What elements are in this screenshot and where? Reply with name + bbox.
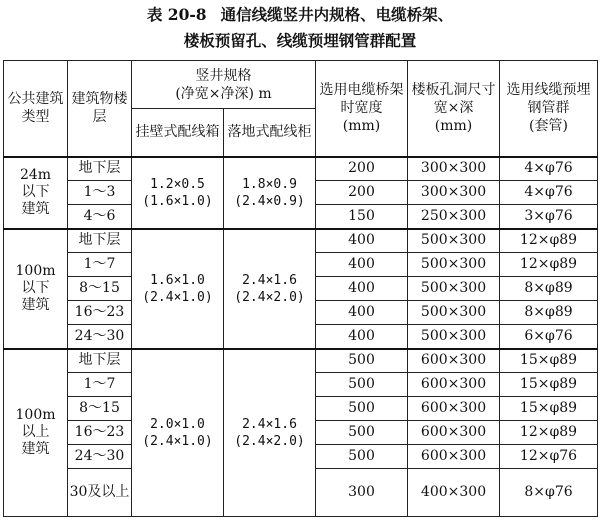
pipes-cell: 8×φ89 [500,277,598,301]
pipes-cell: 15×φ89 [500,397,598,421]
header-shaft-unit: (净宽×净深) m [175,85,272,102]
group-type-100m-above [4,349,68,517]
floor-cell: 16～23 [68,421,132,445]
tray-cell: 500 [316,397,408,421]
hole-cell: 500×300 [408,229,500,253]
wall-box-size-alt: (2.4×1.0) [142,433,213,449]
table-number: 表 20-8 [146,5,207,24]
header-floor-cabinet: 落地式配线柜 [224,109,316,157]
group-type-24m-below [4,157,68,229]
floor-cell: 地下层 [68,229,132,253]
floor-cabinet-size-alt: (2.4×2.0) [234,289,305,305]
table-caption [0,2,600,54]
wall-box-size: 1.2×0.5 [150,176,205,192]
hole-cell: 300×300 [408,157,500,181]
caption-line-2: 楼板预留孔、线缆预埋钢管群配置 [183,31,417,50]
tray-cell: 400 [316,277,408,301]
floor-cell: 地下层 [68,157,132,181]
floor-cabinet-size-alt: (2.4×0.9) [234,193,305,209]
tray-cell: 300 [316,469,408,517]
group-type-line: 建筑 [21,441,50,458]
hole-cell: 500×300 [408,277,500,301]
floor-cell: 8～15 [68,277,132,301]
pipes-cell: 4×φ76 [500,181,598,205]
header-pipes [500,61,598,157]
floor-cell: 4～6 [68,205,132,229]
hole-cell: 500×300 [408,301,500,325]
tray-cell: 200 [316,181,408,205]
header-hole-unit: (mm) [434,118,473,135]
wall-box-cell [132,349,224,517]
floor-cabinet-cell [224,229,316,349]
spec-table [3,60,598,517]
floor-cell: 8～15 [68,397,132,421]
group-type-line: 100m [15,263,56,279]
group-type-line: 建筑 [21,201,50,217]
group-type-100m-below [4,229,68,349]
floor-cabinet-size: 2.4×1.6 [242,416,297,432]
group-type-line: 以下 [21,184,50,200]
header-tray-width [316,61,408,157]
floor-cabinet-size-alt: (2.4×2.0) [234,433,305,449]
pipes-cell: 6×φ76 [500,325,598,349]
group-type-line: 100m [15,407,56,424]
floor-cabinet-cell [224,157,316,229]
caption-line-1 [0,2,600,28]
tray-cell: 400 [316,325,408,349]
tray-cell: 200 [316,157,408,181]
header-pipes-unit: (套管) [529,118,568,135]
pipes-cell: 12×φ89 [500,421,598,445]
floor-cabinet-size: 2.4×1.6 [242,272,297,288]
hole-cell: 600×300 [408,397,500,421]
wall-box-size-alt: (2.4×1.0) [142,289,213,305]
hole-cell: 250×300 [408,205,500,229]
hole-cell: 500×300 [408,325,500,349]
wall-box-size: 1.6×1.0 [150,272,205,288]
caption-title-1: 通信线缆竖井内规格、电缆桥架、 [220,5,454,24]
wall-box-cell [132,229,224,349]
header-tray-width-unit: (mm) [342,118,381,135]
pipes-cell: 15×φ89 [500,349,598,373]
tray-cell: 400 [316,301,408,325]
header-tray-width-title: 选用电缆桥架时宽度 [319,82,404,117]
header-floor: 建筑物楼层 [68,61,132,157]
floor-cell: 30及以上 [68,469,132,517]
floor-cell: 1～3 [68,181,132,205]
floor-cell: 地下层 [68,349,132,373]
floor-cabinet-size: 1.8×0.9 [242,176,297,192]
hole-cell: 600×300 [408,445,500,469]
tray-cell: 400 [316,229,408,253]
header-pipes-title: 选用线缆预埋钢管群 [506,82,591,117]
pipes-cell: 12×φ89 [500,229,598,253]
hole-cell: 600×300 [408,421,500,445]
floor-cell: 1～7 [68,253,132,277]
floor-cell: 16～23 [68,301,132,325]
header-wall-box: 挂壁式配线箱 [132,109,224,157]
pipes-cell: 3×φ76 [500,205,598,229]
header-shaft [132,61,316,109]
header-hole [408,61,500,157]
tray-cell: 400 [316,253,408,277]
header-hole-title: 楼板孔洞尺寸宽×深 [411,82,496,117]
hole-cell: 600×300 [408,373,500,397]
wall-box-cell [132,157,224,229]
group-type-line: 以下 [21,280,50,296]
floor-cell: 24～30 [68,325,132,349]
group-type-line: 以上 [21,424,50,441]
pipes-cell: 12×φ89 [500,253,598,277]
group-type-line: 24m [19,167,52,183]
tray-cell: 500 [316,421,408,445]
pipes-cell: 8×φ89 [500,301,598,325]
hole-cell: 500×300 [408,253,500,277]
hole-cell: 400×300 [408,469,500,517]
pipes-cell: 12×φ76 [500,445,598,469]
tray-cell: 500 [316,349,408,373]
pipes-cell: 15×φ89 [500,373,598,397]
floor-cabinet-cell [224,349,316,517]
wall-box-size-alt: (1.6×1.0) [142,193,213,209]
hole-cell: 600×300 [408,349,500,373]
header-shaft-title: 竖井规格 [195,67,252,84]
pipes-cell: 4×φ76 [500,157,598,181]
header-building-type: 公共建筑类型 [4,61,68,157]
floor-cell: 1～7 [68,373,132,397]
hole-cell: 300×300 [408,181,500,205]
pipes-cell: 8×φ76 [500,469,598,517]
tray-cell: 500 [316,445,408,469]
floor-cell: 24～30 [68,445,132,469]
tray-cell: 150 [316,205,408,229]
tray-cell: 500 [316,373,408,397]
wall-box-size: 2.0×1.0 [150,416,205,432]
group-type-line: 建筑 [21,297,50,313]
